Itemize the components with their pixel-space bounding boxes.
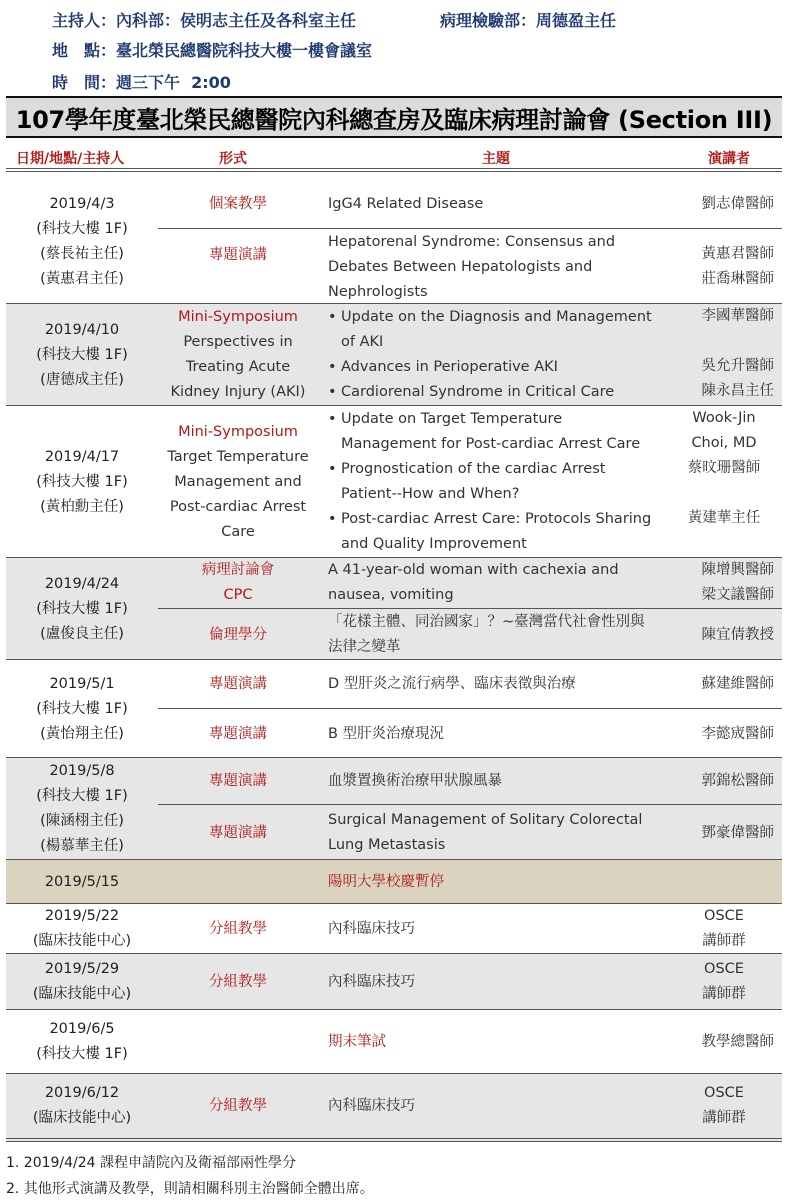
session-topic xyxy=(328,954,672,1010)
session-row xyxy=(6,954,782,1010)
session-speaker xyxy=(674,954,774,1010)
cell-text-line: 病理討論會 xyxy=(201,562,275,578)
cell-text-line: (楊慕華主任) xyxy=(40,838,124,854)
session-format xyxy=(158,180,318,228)
session-speaker xyxy=(674,304,774,406)
cell-text-line: Treating Acute xyxy=(185,359,291,375)
cell-text-line: 2019/6/12 xyxy=(44,1085,120,1101)
cell-text-line: • Cardiorenal Syndrome in Critical Care xyxy=(328,380,672,405)
session-format xyxy=(158,758,318,804)
cell-text-line: (臨床技能中心) xyxy=(32,1110,132,1126)
session-date xyxy=(6,180,158,304)
cell-text-line: 專題演講 xyxy=(209,675,267,692)
cell-text-line: 「花樣主體、同治國家」？~臺灣當代社會性別與 xyxy=(328,614,645,630)
session-topic xyxy=(328,180,672,228)
cell-text-line: IgG4 Related Disease xyxy=(328,195,484,212)
cell-text-line: Management for Post-cardiac Arrest Care xyxy=(341,436,641,452)
session-date xyxy=(6,758,158,860)
cell-text-line: 內科臨床技巧 xyxy=(328,973,415,990)
cell-text-line: 講師群 xyxy=(702,986,746,1002)
session-speaker xyxy=(674,558,774,608)
cell-text-line: 2019/5/22 xyxy=(44,908,120,924)
session-speaker xyxy=(674,709,774,759)
cell-text-line: 分組教學 xyxy=(209,920,267,937)
cell-text-line: 鄧豪偉醫師 xyxy=(701,824,774,841)
cell-text-line: Choi, MD xyxy=(691,435,757,451)
cell-text-line: 梁文議醫師 xyxy=(701,587,774,603)
cell-text-line: CPC xyxy=(223,587,253,603)
session-speaker xyxy=(674,180,774,228)
cell-text-line: (臨床技能中心) xyxy=(32,933,132,949)
cell-text-line: 內科臨床技巧 xyxy=(328,1097,415,1114)
cell-text-line: 2019/6/5 xyxy=(49,1021,115,1037)
cell-text-line: (陳涵栩主任) xyxy=(40,813,124,829)
session-format xyxy=(158,904,318,954)
cell-text-line: nausea, vomiting xyxy=(328,587,454,603)
session-topic xyxy=(328,609,672,661)
session-item xyxy=(158,804,782,861)
session-topic xyxy=(328,758,672,804)
cell-text-line: (盧俊良主任) xyxy=(40,625,124,642)
session-speaker xyxy=(674,406,774,558)
session-item xyxy=(158,1010,782,1074)
cell-text-line: 倫理學分 xyxy=(209,626,267,643)
cell-text-line: 專題演講 xyxy=(209,772,267,789)
cell-text-line: (唐德成主任) xyxy=(40,371,124,388)
cell-text-line: D 型肝炎之流行病學、臨床表徵與治療 xyxy=(328,675,576,692)
session-topic xyxy=(328,805,672,861)
cell-text-line: and Quality Improvement xyxy=(341,536,527,552)
session-item xyxy=(158,228,782,305)
session-date xyxy=(6,660,158,758)
session-topic xyxy=(328,229,672,305)
col-speaker: 演講者 xyxy=(708,151,750,167)
cell-text-line: OSCE xyxy=(704,961,744,977)
cell-text-line: 郭錦松醫師 xyxy=(701,772,774,789)
page-title: 107學年度臺北榮民總醫院內科總查房及臨床病理討論會 (Section III) xyxy=(15,105,773,134)
session-date xyxy=(6,860,158,904)
session-row xyxy=(6,904,782,954)
session-format xyxy=(158,558,318,608)
session-row xyxy=(6,558,782,660)
cell-text-line: (科技大樓 1F) xyxy=(36,600,128,617)
cell-text-line: B 型肝炎治療現況 xyxy=(328,725,445,742)
title-bar xyxy=(6,96,782,138)
cell-text-line: Debates Between Hepatologists and xyxy=(328,258,593,275)
session-speaker xyxy=(674,805,774,861)
session-item xyxy=(158,904,782,954)
cell-text-line: 講師群 xyxy=(702,1110,746,1126)
cell-text-line: 2019/5/15 xyxy=(44,873,120,890)
cell-text-line: (科技大樓 1F) xyxy=(36,473,128,490)
cell-text-line: Mini-Symposium xyxy=(178,423,298,440)
session-row xyxy=(6,180,782,304)
session-item xyxy=(158,304,782,406)
cell-text-line: (科技大樓 1F) xyxy=(36,700,128,717)
cell-text-line: (黃惠君主任) xyxy=(40,271,124,287)
cell-text-line: (科技大樓 1F) xyxy=(36,221,128,237)
holiday-notice xyxy=(328,860,672,904)
cell-text-line: Perspectives in xyxy=(183,334,293,350)
session-row xyxy=(6,1010,782,1074)
cell-text-line: • Update on Target Temperature xyxy=(328,407,672,432)
cell-text-line: 血漿置換術治療甲狀腺風暴 xyxy=(328,772,502,789)
cell-text-line: 個案教學 xyxy=(209,195,267,212)
session-item xyxy=(158,954,782,1010)
session-format xyxy=(158,805,318,861)
host-info: 主持人：內科部：侯明志主任及各科室主任 xyxy=(52,11,357,30)
session-format xyxy=(158,304,318,406)
cell-text-line: (黃柏勳主任) xyxy=(40,498,124,515)
session-topic xyxy=(328,904,672,954)
session-format xyxy=(158,229,318,281)
cell-text-line: 2019/5/8 xyxy=(49,763,115,779)
cell-text-line: OSCE xyxy=(704,1085,744,1101)
cell-text-line: 2019/4/17 xyxy=(44,448,120,465)
cell-text-line: 專題演講 xyxy=(209,246,267,263)
session-topic xyxy=(328,304,672,406)
cell-text-line: 劉志偉醫師 xyxy=(701,195,774,212)
cell-text-line: 黃建華主任 xyxy=(687,510,761,526)
session-date xyxy=(6,1074,158,1138)
cell-text-line: 陳宜倩教授 xyxy=(701,626,774,643)
cell-text-line: 分組教學 xyxy=(209,1097,267,1114)
col-date: 日期/地點/主持人 xyxy=(16,151,125,167)
session-item xyxy=(158,708,782,759)
cell-text-line: 期末筆試 xyxy=(328,1033,386,1050)
session-speaker xyxy=(674,660,774,708)
session-date xyxy=(6,904,158,954)
session-row xyxy=(6,758,782,860)
session-speaker xyxy=(674,229,774,305)
cell-text-line: 李國華醫師 xyxy=(701,308,774,324)
session-row xyxy=(6,1074,782,1142)
cell-text-line: 2019/4/10 xyxy=(44,321,120,338)
session-topic xyxy=(328,558,672,608)
cell-text-line: 講師群 xyxy=(702,933,746,949)
cell-text-line: 2019/5/29 xyxy=(44,961,120,977)
column-header xyxy=(6,146,782,172)
session-row xyxy=(6,660,782,758)
session-item xyxy=(158,1074,782,1138)
session-format xyxy=(158,1074,318,1138)
cell-text-line: 李懿宬醫師 xyxy=(701,725,774,742)
cell-text-line: 吳允升醫師 xyxy=(701,358,774,374)
location-info: 地 點：臺北榮民總醫院科技大樓一樓會議室 xyxy=(52,41,373,60)
cell-text-line: 陽明大學校慶暫停 xyxy=(328,873,444,890)
cell-text-line: (科技大樓 1F) xyxy=(36,346,128,363)
cell-text-line: 2019/4/24 xyxy=(44,575,120,592)
session-date xyxy=(6,406,158,558)
cell-text-line: (科技大樓 1F) xyxy=(36,788,128,804)
session-item xyxy=(158,558,782,608)
cell-text-line: Hepatorenal Syndrome: Consensus and xyxy=(328,233,616,250)
footnote: 2. 其他形式演講及教學，則請相關科別主治醫師全體出席。 xyxy=(6,1181,374,1197)
cell-text-line: 內科臨床技巧 xyxy=(328,920,415,937)
session-date xyxy=(6,304,158,406)
session-item xyxy=(158,180,782,228)
cell-text-line: Post-cardiac Arrest xyxy=(169,498,307,515)
holiday-row xyxy=(6,860,782,904)
col-topic: 主題 xyxy=(482,151,510,167)
session-item xyxy=(158,406,782,558)
session-topic xyxy=(328,660,672,708)
session-speaker xyxy=(674,1010,774,1074)
cell-text-line: • Update on the Diagnosis and Management xyxy=(328,305,672,330)
cell-text-line: Lung Metastasis xyxy=(328,837,446,853)
cell-text-line: Kidney Injury (AKI) xyxy=(170,384,306,400)
footnote: 1. 2019/4/24 課程申請院內及衛福部兩性學分 xyxy=(6,1155,297,1171)
cell-text-line: 專題演講 xyxy=(209,725,267,742)
session-item xyxy=(158,660,782,708)
session-topic xyxy=(328,1010,672,1074)
cell-text-line: 蔡旼珊醫師 xyxy=(687,460,761,476)
cell-text-line: (黃怡翔主任) xyxy=(40,725,124,742)
cell-text-line: 2019/5/1 xyxy=(49,675,115,692)
cell-text-line: Mini-Symposium xyxy=(178,309,298,325)
cell-text-line: 陳永昌主任 xyxy=(701,383,774,399)
cell-text-line: of AKI xyxy=(341,334,384,350)
cell-text-line: (科技大樓 1F) xyxy=(36,1046,128,1062)
session-speaker xyxy=(674,609,774,661)
cell-text-line: 分組教學 xyxy=(209,973,267,990)
session-date xyxy=(6,558,158,660)
cell-text-line: Surgical Management of Solitary Colorectal xyxy=(328,812,643,828)
cell-text-line: 陳增興醫師 xyxy=(701,562,774,578)
cell-text-line: (臨床技能中心) xyxy=(32,986,132,1002)
cell-text-line: • Advances in Perioperative AKI xyxy=(328,355,672,380)
cell-text-line: Wook-Jin xyxy=(692,410,756,426)
cell-text-line: • Prognostication of the cardiac Arrest xyxy=(328,457,672,482)
session-item xyxy=(158,758,782,804)
cell-text-line: A 41-year-old woman with cachexia and xyxy=(328,562,619,578)
time-info: 時 間：週三下午 2:00 xyxy=(52,73,231,92)
cell-text-line: Nephrologists xyxy=(328,283,428,300)
session-item xyxy=(158,608,782,661)
cell-text-line: 專題演講 xyxy=(209,824,267,841)
cell-text-line: Care xyxy=(221,523,255,540)
cell-text-line: 教學總醫師 xyxy=(701,1033,774,1050)
session-topic xyxy=(328,709,672,759)
session-item xyxy=(158,860,782,904)
session-format xyxy=(158,660,318,708)
session-row xyxy=(6,406,782,558)
session-speaker xyxy=(674,904,774,954)
cell-text-line: 黃惠君醫師 xyxy=(701,246,774,262)
col-format: 形式 xyxy=(219,151,247,167)
session-row xyxy=(6,304,782,406)
pathology-host: 病理檢驗部：周德盈主任 xyxy=(440,11,617,30)
session-topic xyxy=(328,406,672,558)
cell-text-line: OSCE xyxy=(704,908,744,924)
cell-text-line: 2019/4/3 xyxy=(49,196,115,212)
session-format xyxy=(158,406,318,558)
session-topic xyxy=(328,1074,672,1138)
cell-text-line: 法律之變革 xyxy=(328,639,401,655)
session-speaker xyxy=(674,758,774,804)
cell-text-line: Management and xyxy=(174,473,302,490)
session-format xyxy=(158,709,318,759)
cell-text-line: Target Temperature xyxy=(167,448,309,465)
session-date xyxy=(6,954,158,1010)
cell-text-line: 蘇建維醫師 xyxy=(701,675,774,692)
cell-text-line: Patient--How and When? xyxy=(341,486,520,502)
cell-text-line: (蔡長祐主任) xyxy=(40,246,124,262)
session-date xyxy=(6,1010,158,1074)
session-format xyxy=(158,609,318,661)
cell-text-line: • Post-cardiac Arrest Care: Protocols Sharing xyxy=(328,507,672,532)
session-speaker xyxy=(674,1074,774,1138)
cell-text-line: 莊喬琳醫師 xyxy=(701,271,774,287)
session-format xyxy=(158,954,318,1010)
